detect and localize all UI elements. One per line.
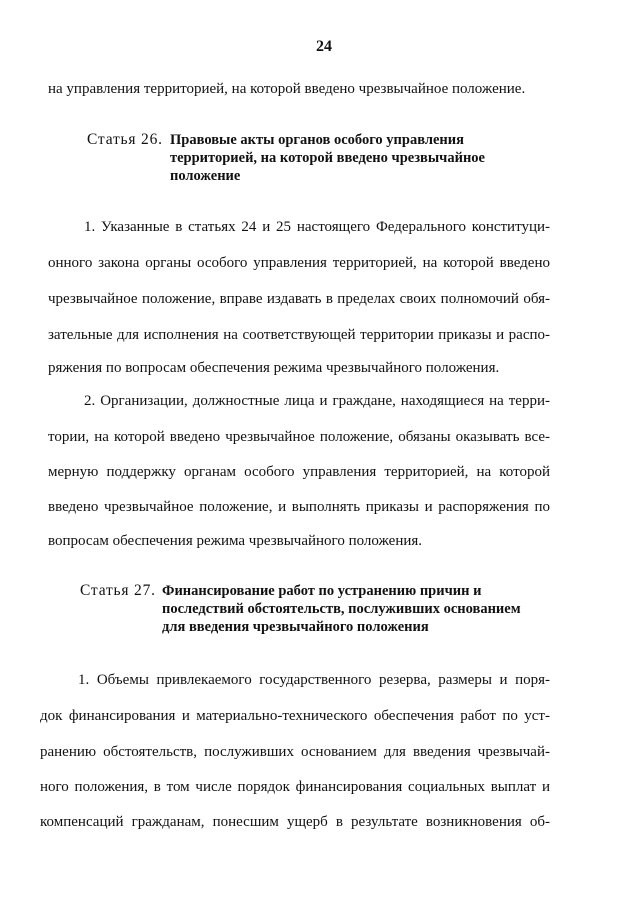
article-27-title-line: последствий обстоятельств, послуживших основанием: [162, 601, 521, 617]
article-26-title-line: территорией, на которой введено чрезвычайное: [170, 150, 485, 166]
intro-line: на управления территорией, на которой введено чрезвычайное положение.: [48, 81, 526, 97]
article-26-title-line: Правовые акты органов особого управления: [170, 132, 464, 148]
paragraph-line: мерную поддержку органам особого управления территорией, на которой: [48, 464, 550, 480]
paragraph-line: компенсаций гражданам, понесшим ущерб в результате возникновения об-: [40, 814, 550, 830]
article-26-label: Статья 26.: [87, 131, 163, 148]
paragraph-line: 2. Организации, должностные лица и граждане, находящиеся на терри-: [84, 393, 550, 409]
article-27-title-line: для введения чрезвычайного положения: [162, 619, 429, 635]
paragraph-line: 1. Объемы привлекаемого государственного резерва, размеры и поря-: [78, 672, 550, 688]
article-26-title-line: положение: [170, 168, 241, 184]
paragraph-line: вопросам обеспечения режима чрезвычайного положения.: [48, 533, 423, 549]
article-27-label: Статья 27.: [80, 582, 156, 599]
paragraph-line: онного закона органы особого управления территорией, на которой введено: [48, 255, 550, 271]
page-number: 24: [316, 38, 332, 55]
paragraph-line: ного положения, в том числе порядок финансирования социальных выплат и: [40, 779, 550, 795]
paragraph-line: чрезвычайное положение, вправе издавать в пределах своих полномочий обя-: [48, 291, 550, 307]
paragraph-line: зательные для исполнения на соответствующей территории приказы и распо-: [48, 327, 550, 343]
paragraph-line: 1. Указанные в статьях 24 и 25 настоящего Федерального конституци-: [84, 219, 550, 235]
paragraph-line: док финансирования и материально-технического обеспечения работ по уст-: [40, 708, 550, 724]
paragraph-line: ряжения по вопросам обеспечения режима чрезвычайного положения.: [48, 360, 500, 376]
paragraph-line: ранению обстоятельств, послуживших основанием для введения чрезвычай-: [40, 744, 550, 760]
paragraph-line: введено чрезвычайное положение, и выполнять приказы и распоряжения по: [48, 499, 550, 515]
article-27-title-line: Финансирование работ по устранению причин и: [162, 583, 482, 599]
paragraph-line: тории, на которой введено чрезвычайное положение, обязаны оказывать все-: [48, 429, 550, 445]
